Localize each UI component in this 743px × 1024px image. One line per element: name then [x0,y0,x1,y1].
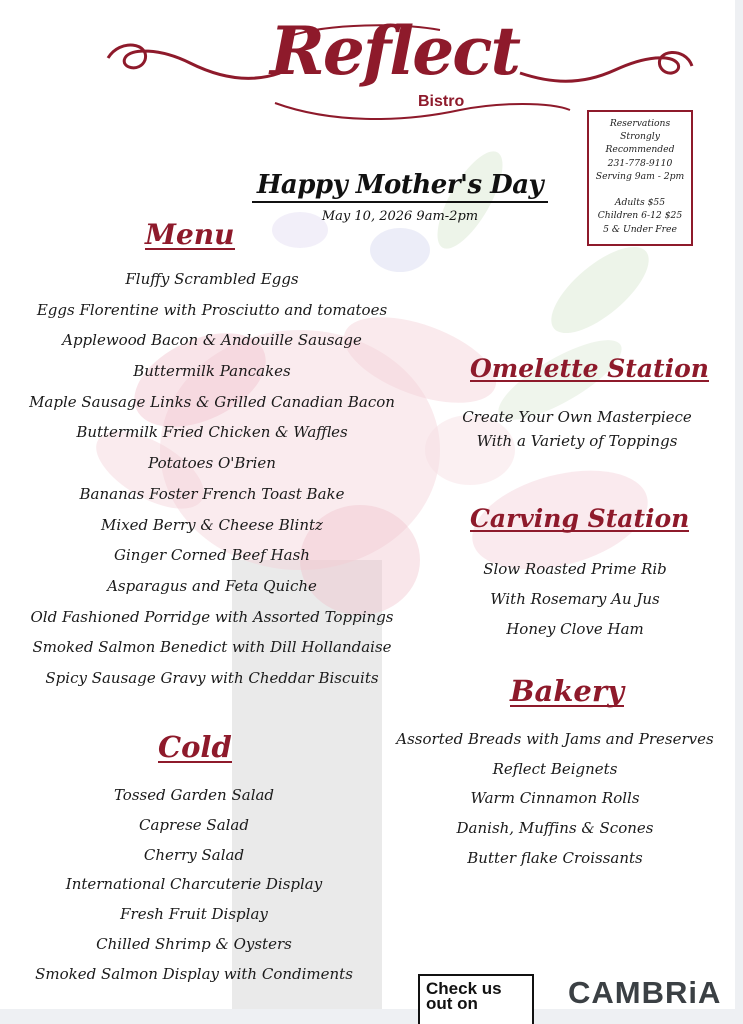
list-item: Butter flake Croissants [467,848,643,867]
list-item: Asparagus and Feta Quiche [107,576,317,595]
menu-list [0,270,424,700]
list-item: Honey Clove Ham [506,620,644,638]
list-item: Maple Sausage Links & Grilled Canadian Bacon [29,392,395,411]
reservation-line: Recommended [605,144,675,156]
reservation-line: Reservations [609,118,671,129]
list-item: Buttermilk Pancakes [133,362,291,381]
page-bottom-edge [0,1009,743,1024]
cold-heading [158,730,232,763]
reservation-line: Strongly [620,131,660,143]
price-children: Children 6-12 $25 [597,210,683,222]
bakery-list [370,730,740,878]
list-item: Bananas Foster French Toast Bake [79,484,345,503]
list-item: Smoked Salmon Display with Condiments [35,964,353,983]
list-item: Reflect Beignets [492,759,618,778]
list-item: Ginger Corned Beef Hash [114,546,310,565]
list-item: With a Variety of Toppings [476,432,678,450]
bakery-heading [510,674,624,707]
price-adults: Adults $55 [614,197,666,209]
reservation-phone: 231-778-9110 [607,157,673,169]
list-item: With Rosemary Au Jus [490,590,660,608]
omelette-heading [470,354,709,382]
list-item: Potatoes O'Brien [148,454,276,473]
title-underline [252,201,548,203]
list-item: Warm Cinnamon Rolls [470,789,640,808]
menu-heading-text: Menu [145,218,235,251]
list-item: Danish, Muffins & Scones [456,819,654,838]
reservation-hours: Serving 9am - 2pm [595,170,685,182]
omelette-heading-text: Omelette Station [470,354,709,383]
list-item: Smoked Salmon Benedict with Dill Hollandaise [32,638,392,657]
list-item: Eggs Florentine with Prosciutto and tomatoes [36,300,388,319]
cold-heading-text: Cold [158,730,232,764]
list-item: Tossed Garden Salad [113,786,275,804]
list-item: Buttermilk Fried Chicken & Waffles [76,423,348,442]
list-item: Slow Roasted Prime Rib [483,560,667,578]
list-item: Chilled Shrimp & Oysters [96,934,292,953]
list-item: Assorted Breads with Jams and Preserves [396,730,714,748]
list-item: Mixed Berry & Cheese Blintz [101,515,323,534]
cold-list [0,786,388,995]
logo-wordmark: Reflect [270,12,519,90]
menu-heading [145,218,235,250]
list-item: International Charcuterie Display [65,875,323,894]
list-item: Cherry Salad [143,845,245,864]
list-item: Create Your Own Masterpiece [462,408,692,426]
list-item: Applewood Bacon & Andouille Sausage [62,331,362,350]
bakery-heading-text: Bakery [510,674,624,708]
logo-subtitle: Bistro [418,93,465,110]
reservations-box [587,110,693,246]
reservation-spacer [589,183,691,196]
cambria-logo: CAMBRiA [568,975,722,1010]
list-item: Fresh Fruit Display [120,905,268,924]
list-item: Caprese Salad [139,815,249,834]
carving-list [438,560,712,650]
omelette-list [440,408,714,456]
page-title: Happy Mother's Day [256,170,544,200]
carving-heading [470,504,689,532]
list-item: Old Fashioned Porridge with Assorted Toppings [30,607,394,626]
carving-heading-text: Carving Station [470,504,690,533]
price-under-five: 5 & Under Free [603,223,677,235]
check-us-out-text: Check us out on [426,979,502,1013]
check-us-out-badge[interactable] [418,974,534,1024]
event-date: May 10, 2026 9am-2pm [321,209,479,224]
list-item: Spicy Sausage Gravy with Cheddar Biscuits [45,668,379,687]
list-item: Fluffy Scrambled Eggs [125,270,299,288]
